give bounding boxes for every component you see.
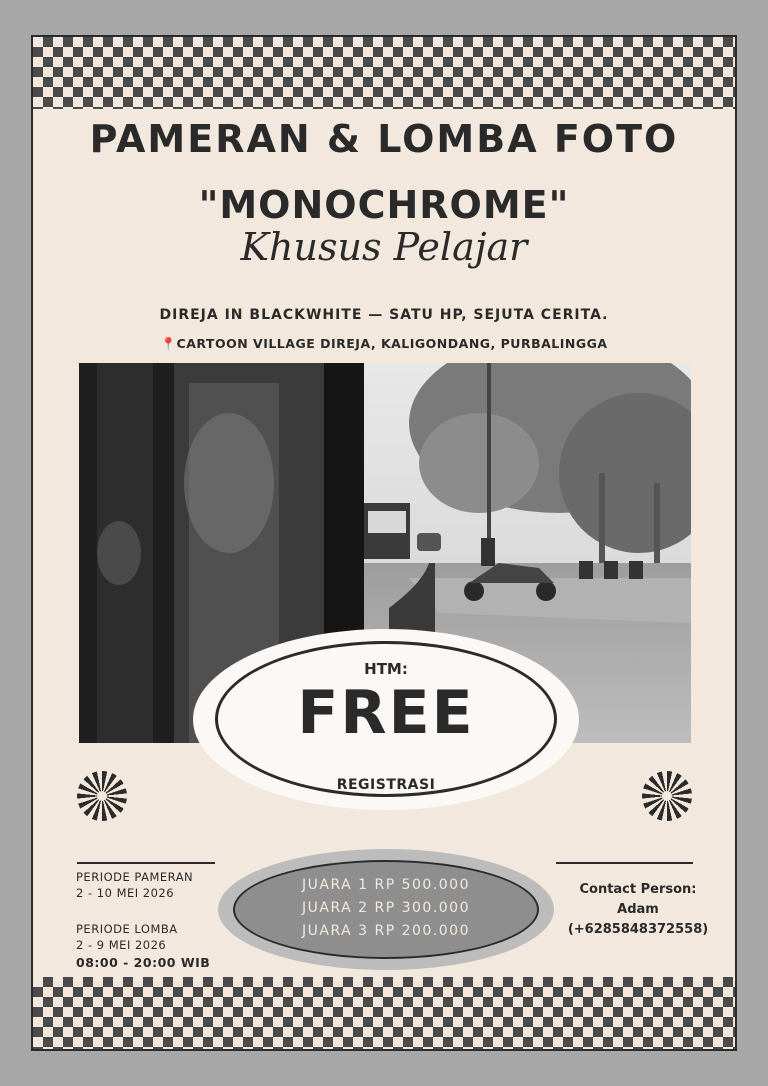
sunburst-icon — [77, 771, 127, 821]
poster-tagline: DIREJA IN BLACKWHITE — SATU HP, SEJUTA CERITA. — [159, 307, 609, 323]
event-poster — [31, 35, 737, 1051]
pin-icon: 📍 — [160, 336, 177, 351]
divider-line — [556, 862, 693, 864]
divider-line — [77, 862, 215, 864]
sunburst-icon — [642, 771, 692, 821]
contact-name: Adam — [617, 902, 659, 917]
htm-note: REGISTRASI — [336, 777, 436, 793]
exhibition-period-label: PERIODE PAMERAN — [76, 870, 194, 884]
poster-subtitle-script: Khusus Pelajar — [240, 225, 528, 269]
checker-border-top — [33, 37, 735, 109]
contact-person — [553, 880, 723, 940]
exhibition-period-dates: 2 - 10 MEI 2026 — [76, 886, 175, 900]
prize-item-1: JUARA 1 RP 500.000 — [301, 877, 470, 893]
event-hours: 08:00 - 20:00 WIB — [76, 955, 211, 970]
contact-label: Contact Person: — [579, 882, 697, 897]
poster-title: PAMERAN & LOMBA FOTO — [89, 117, 679, 161]
contest-period — [76, 921, 210, 971]
contest-period-label: PERIODE LOMBA — [76, 922, 178, 936]
event-location-text: CARTOON VILLAGE DIREJA, KALIGONDANG, PURBALINGGA — [176, 336, 608, 351]
checker-border-bottom — [33, 977, 735, 1049]
prize-item-3: JUARA 3 RP 200.000 — [301, 923, 470, 939]
exhibition-period — [76, 869, 193, 901]
contact-phone: (+6285848372558) — [567, 922, 709, 937]
poster-title-theme: "MONOCHROME" — [198, 183, 570, 227]
htm-price: FREE — [297, 678, 475, 748]
htm-label: HTM: — [364, 660, 408, 678]
prize-item-2: JUARA 2 RP 300.000 — [301, 900, 470, 916]
event-location — [33, 336, 735, 352]
contest-period-dates: 2 - 9 MEI 2026 — [76, 938, 167, 952]
